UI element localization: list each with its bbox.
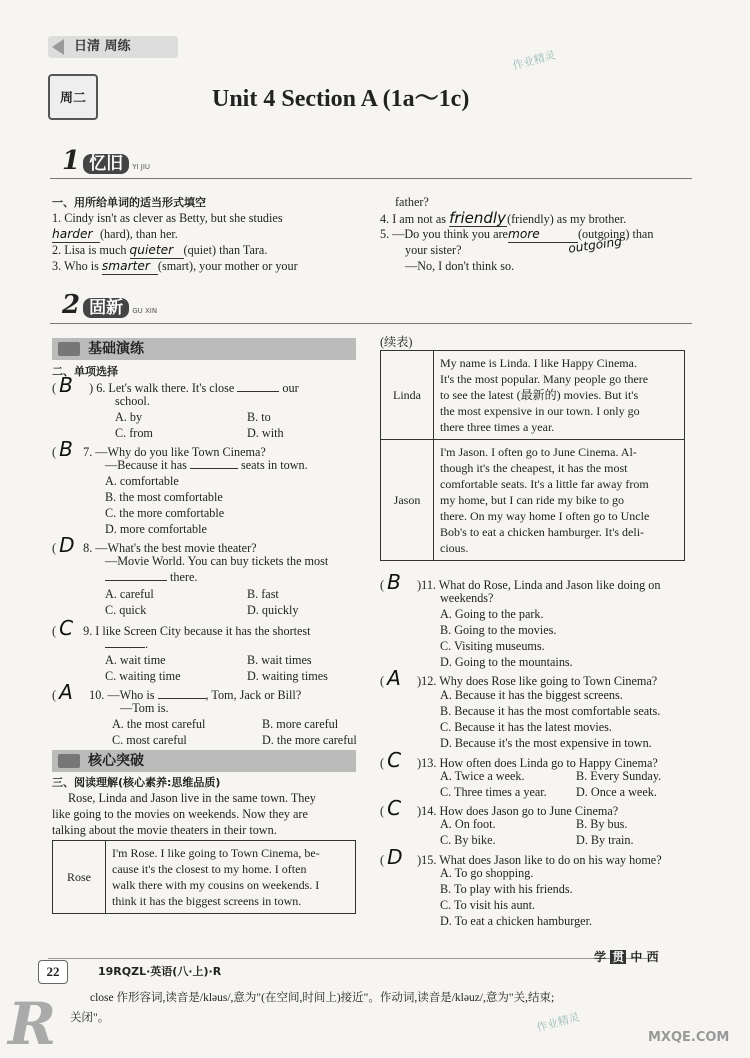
option: B. To play with his friends. xyxy=(440,882,573,896)
question-14: ( C )14. How does Jason go to June Cinema? xyxy=(380,796,619,820)
bar-basic-practice: 基础演练 xyxy=(52,338,356,360)
question-11: ( B )11. What do Rose, Linda and Jason like doing on xyxy=(380,570,661,594)
recall-item-5: 5. —Do you think you aremore (outgoing) than xyxy=(380,227,654,241)
site-logo: MXQE.COM xyxy=(648,1030,730,1045)
option: D. more comfortable xyxy=(105,522,207,536)
option: B. Going to the movies. xyxy=(440,623,557,637)
divider xyxy=(50,178,692,179)
rose-table xyxy=(52,840,356,914)
question-8: ( D 8. —What's the best movie theater? xyxy=(52,533,257,557)
question-15: ( D )15. What does Jason like to do on his way home? xyxy=(380,845,662,869)
option: D. To eat a chicken hamburger. xyxy=(440,914,593,928)
option: A. careful xyxy=(105,587,154,601)
reading-intro-line: Rose, Linda and Jason live in the same town. They xyxy=(68,791,316,805)
option: A. the most careful xyxy=(112,717,206,731)
option: D. Going to the mountains. xyxy=(440,655,573,669)
question-6-cont: school. xyxy=(115,394,150,408)
option: A. On foot. xyxy=(440,817,496,831)
option: C. Visiting museums. xyxy=(440,639,545,653)
mc-heading: 二、单项选择 xyxy=(52,365,118,378)
question-8-cont2: there. xyxy=(105,569,197,585)
question-11-cont: weekends? xyxy=(440,591,494,605)
section-tag: 固新 xyxy=(83,298,129,318)
option: B. wait times xyxy=(247,653,312,667)
option: D. quickly xyxy=(247,603,299,617)
option: D. By train. xyxy=(576,833,634,847)
option: C. waiting time xyxy=(105,669,181,683)
option: C. By bike. xyxy=(440,833,496,847)
reading-intro-line: talking about the movie theaters in their town. xyxy=(52,823,277,837)
calendar-icon: 周二 xyxy=(48,74,98,120)
footer-note-1: close 作形容词,读音是/kləus/,意为"(在空间,时间上)接近"。作动词,读音是/kləuz/,意为"关,结束; xyxy=(90,992,555,1004)
continued-label: (续表) xyxy=(380,335,413,349)
page-number: 22 xyxy=(38,960,68,984)
person-name: Linda xyxy=(381,351,434,440)
section-tag: 忆旧 xyxy=(83,154,129,174)
question-9: ( C 9. I like Screen City because it has the shortest xyxy=(52,616,311,640)
option: B. fast xyxy=(247,587,279,601)
question-10-cont: —Tom is. xyxy=(120,701,169,715)
letter-logo: R xyxy=(8,990,57,1058)
option: A. wait time xyxy=(105,653,166,667)
book-code: 19RQZL·英语(八·上)·R xyxy=(98,965,222,978)
question-12: ( A )12. Why does Rose like going to Town Cinema? xyxy=(380,666,658,690)
option: C. Because it has the latest movies. xyxy=(440,720,612,734)
person-name: Rose xyxy=(53,841,106,914)
header-tab: 日清 周练 xyxy=(48,36,178,58)
option: C. from xyxy=(115,426,153,440)
bar-core-breakthrough: 核心突破 xyxy=(52,750,356,772)
option: C. quick xyxy=(105,603,147,617)
option: B. to xyxy=(247,410,271,424)
option: A. by xyxy=(115,410,143,424)
footer-tag: 学 贯 中 西 xyxy=(594,950,659,964)
option: A. To go shopping. xyxy=(440,866,534,880)
option: B. more careful xyxy=(262,717,339,731)
reading-heading: 三、阅读理解(核心素养:思维品质) xyxy=(52,776,221,789)
person-text: I'm Rose. I like going to Town Cinema, be- cause it's the closest to my home. I often walk there with my cousins on weekends. I think it has the biggest screens in town. xyxy=(106,841,356,914)
person-text: I'm Jason. I often go to June Cinema. Al- though it's the cheapest, it has the most comfortable seats. It's a little far away from my home, but I can ride my bike to go there. On my way home I often go to Uncle Bob's to eat a chicken hamburger. It's deli- cious. xyxy=(434,440,685,561)
recall-heading: 一、用所给单词的适当形式填空 xyxy=(52,196,206,209)
question-7: ( B 7. —Why do you like Town Cinema? xyxy=(52,437,266,461)
question-9-blank: . xyxy=(105,636,148,652)
option: C. To visit his aunt. xyxy=(440,898,536,912)
option: B. Because it has the most comfortable seats. xyxy=(440,704,661,718)
recall-item-3b: father? xyxy=(395,195,429,209)
option: A. Going to the park. xyxy=(440,607,544,621)
option: D. waiting times xyxy=(247,669,328,683)
footer-note-2: 关闭"。 xyxy=(70,1012,110,1024)
option: A. Twice a week. xyxy=(440,769,525,783)
option: B. By bus. xyxy=(576,817,628,831)
recall-item-5b: your sister? xyxy=(405,243,462,257)
option: C. Three times a year. xyxy=(440,785,547,799)
footer-rule xyxy=(48,958,648,959)
question-10: ( A 10. —Who is , Tom, Jack or Bill? xyxy=(52,680,302,704)
recall-item-3: 3. Who is smarter (smart), your mother or your xyxy=(52,259,298,273)
question-8-cont: —Movie World. You can buy tickets the most xyxy=(105,554,329,568)
section-new-header: 2 固新 GU XIN xyxy=(62,290,158,320)
linda-jason-table xyxy=(380,350,685,561)
question-6: ( B ) 6. Let's walk there. It's close our xyxy=(52,373,299,397)
person-name: Jason xyxy=(381,440,434,561)
person-text: My name is Linda. I like Happy Cinema. It's the most popular. Many people go there to see the latest (最新的) movies. But it's the most expensive in our town. I only go there three times a year. xyxy=(434,351,685,440)
question-7-cont: —Because it has seats in town. xyxy=(105,458,308,472)
option: C. most careful xyxy=(112,733,187,747)
watermark-bottom: 作业精灵 xyxy=(535,1010,582,1035)
handwritten-answer: outgoing xyxy=(567,234,623,256)
question-13: ( C )13. How often does Linda go to Happy Cinema? xyxy=(380,748,658,772)
option: B. Every Sunday. xyxy=(576,769,662,783)
option: A. Because it has the biggest screens. xyxy=(440,688,623,702)
page-title: Unit 4 Section A (1a～1c) xyxy=(212,86,470,112)
option: B. the most comfortable xyxy=(105,490,223,504)
recall-item-5c: —No, I don't think so. xyxy=(405,259,515,273)
option: D. Because it's the most expensive in town. xyxy=(440,736,652,750)
recall-item-1: 1. Cindy isn't as clever as Betty, but she studies xyxy=(52,211,283,225)
option: C. the more comfortable xyxy=(105,506,225,520)
divider xyxy=(50,323,692,324)
recall-item-2: 2. Lisa is much quieter (quiet) than Tara. xyxy=(52,243,268,257)
reading-intro-line: like going to the movies on weekends. Now they are xyxy=(52,807,308,821)
arrow-left-icon xyxy=(52,39,64,55)
option: D. the more careful xyxy=(262,733,357,747)
option: D. with xyxy=(247,426,284,440)
option: A. comfortable xyxy=(105,474,179,488)
recall-item-4: 4. I am not as friendly(friendly) as my brother. xyxy=(380,209,627,227)
recall-item-1b: harder (hard), than her. xyxy=(52,227,178,241)
section-recall-header: 1 忆旧 YI JIU xyxy=(62,146,151,176)
option: D. Once a week. xyxy=(576,785,657,799)
watermark-top: 作业精灵 xyxy=(511,48,558,73)
